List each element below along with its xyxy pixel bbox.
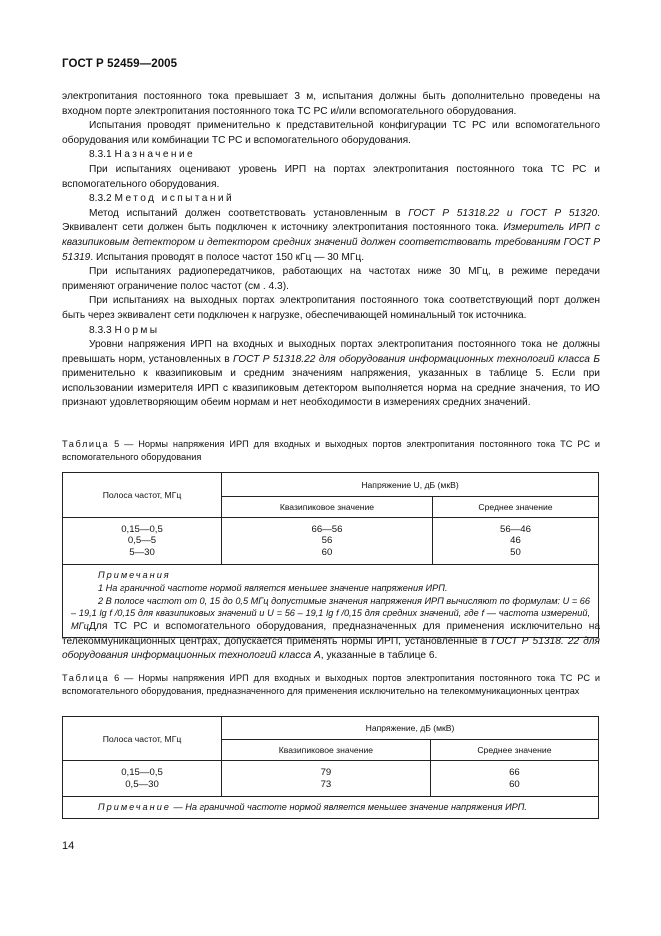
section-heading-8-3-2: 8.3.2 Метод испытаний [89, 193, 235, 205]
standard-reference: ГОСТ Р 51320 [520, 207, 598, 219]
table5-data-row [63, 518, 599, 565]
note-title: Примечание [98, 802, 171, 812]
notes-title: Примечания [98, 570, 171, 580]
table6-average-cell: 66 60 [430, 761, 598, 797]
paragraph: При испытаниях на выходных портах электропитания постоянного тока соответствующий порт должен быть через эквивалент сети подключен к нагрузке, обеспечивающей номинальный ток источника. [62, 295, 600, 321]
table5-header-quasipeak: Квазипиковое значение [222, 497, 433, 518]
note-text: — На граничной частоте нормой является меньшее значение напряжения ИРП. [170, 802, 527, 812]
table6-header-voltage: Напряжение, дБ (мкВ) [222, 717, 599, 740]
paragraph: электропитания постоянного тока превышает 3 м, испытания должны быть дополнительно проведены на входном порте электропитания постоянного тока ТС РС и/или вспомогательного оборудования. [62, 91, 600, 117]
page-number: 14 [62, 840, 75, 852]
table6-caption: Таблица 6 — Нормы напряжения ИРП для входных и выходных портов электропитания постоянного тока ТС РС и вспомогательного оборудования, предназначенного для применения исключительно на телекоммуникационных центрах [62, 673, 600, 696]
note-1: 1 На граничной частоте нормой является меньшее значение напряжения ИРП. [98, 582, 448, 593]
note-2: 2 В полосе частот от 0, 15 до 0,5 МГц допустимые значения напряжения ИРП вычисляют по формулам: U = 66 – 19,1 lg f /0,15 для квазипиковых значений и U = 56 – 19,1 lg f /0,15 для средних значений, где f — частота измерений, МГц. [71, 595, 590, 632]
table5-quasipeak-cell: 66—56 56 60 [222, 518, 433, 565]
paragraph: Испытания проводят применительно к представительной конфигурации ТС РС или вспомогательного оборудования или комбинации ТС РС и вспомогательного оборудования. [62, 120, 600, 146]
standard-reference: ГОСТ Р 51318.22 [408, 207, 500, 219]
table5-header-voltage: Напряжение U, дБ (мкВ) [222, 473, 599, 497]
table5-frequency-cell: 0,15—0,5 0,5—5 5—30 [63, 518, 222, 565]
paragraph: При испытаниях радиопередатчиков, работающих на частотах ниже 30 МГц, в режиме передачи применяют ограничение полос частот (см . 4.3). [62, 266, 600, 292]
table6-header-quasipeak: Квазипиковое значение [222, 740, 431, 761]
main-text-block [62, 90, 600, 411]
table6-note [63, 797, 599, 819]
table6-header-average: Среднее значение [430, 740, 598, 761]
table6-quasipeak-cell: 79 73 [222, 761, 431, 797]
paragraph-block-2 [62, 620, 600, 664]
table5-caption: Таблица 5 — Нормы напряжения ИРП для входных и выходных портов электропитания постоянного тока ТС РС и вспомогательного оборудования [62, 439, 600, 462]
table5 [62, 472, 599, 638]
table6-data-row [63, 761, 599, 797]
paragraph: Уровни напряжения ИРП на входных и выходных портах электропитания постоянного тока не должны превышать норм, установленных в ГОСТ Р 51318.22 для оборудования информационных технологий класса Б применительно к квазипиковым и средним значениям напряжения, указанных в таблице 5. Если при использовании измерителя ИРП с квазипиковым детектором выполняется норма на средние значения, то ИО признают удовлетворяющим обеим нормам и нет необходимости в измерениях средних значений. [62, 339, 600, 409]
table6-frequency-cell: 0,15—0,5 0,5—30 [63, 761, 222, 797]
table5-header-average: Среднее значение [432, 497, 598, 518]
standard-reference: ГОСТ Р 51318. 22 для оборудования информационных технологий класса А [62, 635, 600, 662]
standard-reference: ГОСТ Р 51318.22 для оборудования информационных технологий класса Б [233, 353, 600, 365]
paragraph: При испытаниях оценивают уровень ИРП на портах электропитания постоянного тока ТС РС и вспомогательного оборудования. [62, 163, 600, 190]
section-heading-8-3-1: 8.3.1 Назначение [89, 149, 196, 161]
table5-header-frequency: Полоса частот, МГц [63, 473, 222, 518]
section-heading-8-3-3: 8.3.3 Нормы [89, 324, 160, 336]
table5-average-cell: 56—46 46 50 [432, 518, 598, 565]
table6 [62, 716, 599, 819]
paragraph: Метод испытаний должен соответствовать установленным в ГОСТ Р 51318.22 и ГОСТ Р 51320. Эквивалент сети должен быть подключен к источнику электропитания постоянного тока. Измеритель ИРП с квазипиковым детектором и детектором средних значений должен соответствовать требованиям ГОСТ Р 51319. Испытания проводят в полосе частот 150 кГц — 30 МГц. [62, 207, 601, 263]
paragraph: Для ТС РС и вспомогательного оборудования, предназначенных для применения исключительно на телекоммуникационных центрах, допускается применять нормы ИРП, установленные в ГОСТ Р 51318. 22 для оборудования информационных технологий класса А, указанные в таблице 6. [62, 621, 600, 662]
document-header: ГОСТ Р 52459—2005 [62, 58, 178, 70]
table6-header-frequency: Полоса частот, МГц [63, 717, 222, 761]
